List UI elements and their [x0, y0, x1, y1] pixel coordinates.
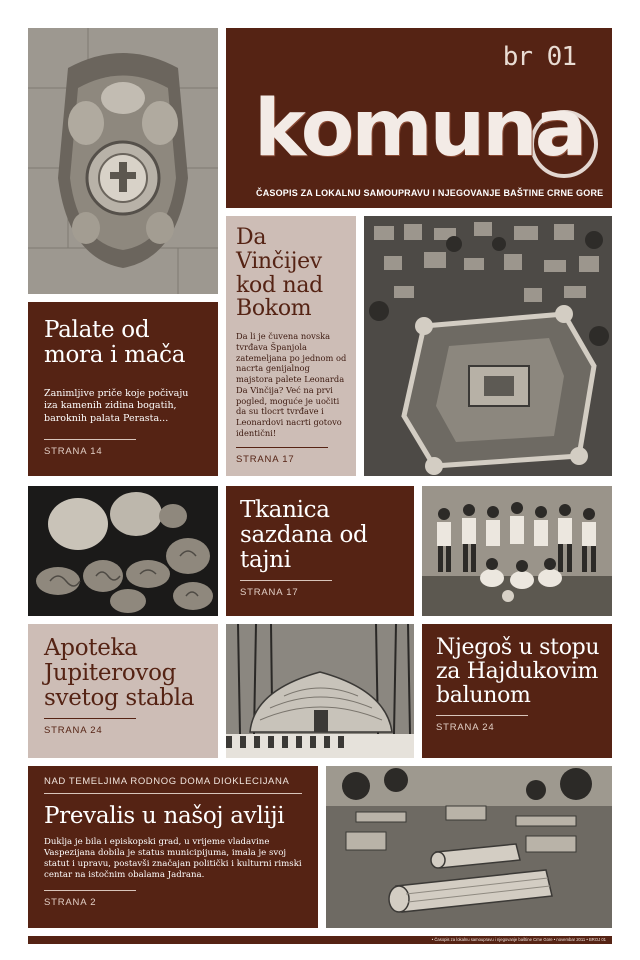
page-reference: STRANA 2	[44, 896, 97, 908]
article-kicker: NAD TEMELJIMA RODNOG DOMA DIOKLECIJANA	[44, 776, 290, 787]
article-title: Da Vinčijev kod nad Bokom	[236, 225, 323, 322]
page-reference: STRANA 24	[436, 722, 495, 734]
divider	[236, 447, 328, 448]
article-title: Apoteka Jupiterovog svetog stabla	[44, 635, 195, 711]
walnuts-photo	[28, 486, 218, 616]
divider	[44, 793, 302, 794]
page-reference: STRANA 24	[44, 725, 103, 737]
article-palate[interactable]	[28, 302, 218, 476]
footer-bar	[28, 936, 612, 944]
article-njegos[interactable]	[422, 624, 612, 758]
article-title: Tkanica sazdana od tajni	[240, 497, 368, 573]
page-reference: STRANA 17	[240, 587, 299, 599]
masthead-tagline: ČASOPIS ZA LOKALNU SAMOUPRAVU I NJEGOVANJE BAŠTINE CRNE GORE	[256, 188, 604, 198]
article-davinci[interactable]	[226, 216, 356, 476]
article-title: Palate od mora i mača	[44, 317, 186, 368]
divider	[240, 580, 332, 581]
article-apoteka[interactable]	[28, 624, 218, 758]
roman-ruins-photo	[326, 766, 612, 928]
issue-number: br 01	[502, 42, 576, 72]
page-reference: STRANA 17	[236, 453, 295, 465]
article-summary: Zanimljive priče koje počivaju iza kamenih zidina bogatih, baroknih palata Perasta...	[44, 387, 189, 424]
article-summary: Da li je čuvena novska tvrđava Španjola zatemeljana po jednom od nacrta genijalnog majstora palete Leonarda Da Vinčija? Već na prvi pogled, moguće je uočiti da su tlocrt tvrđave i Leonardovi nacrti gotovo identični!	[236, 331, 347, 439]
divider	[44, 890, 136, 891]
article-prevalis[interactable]	[28, 766, 318, 928]
coat-of-arms-photo	[28, 28, 218, 294]
round-hut-photo	[226, 624, 414, 758]
fortress-aerial-photo	[364, 216, 612, 476]
footer-text: • Časopis za lokalnu samoupravu i njegovanje baštine Crne Gore • novembar 2011 • BROJ 01	[431, 937, 606, 942]
magazine-logo[interactable]: komuna	[254, 84, 585, 174]
article-title: Njegoš u stopu za Hajdukovim balunom	[436, 635, 600, 708]
divider	[44, 718, 136, 719]
page-reference: STRANA 14	[44, 446, 103, 458]
divider	[44, 439, 136, 440]
article-summary: Duklja je bila i episkopski grad, u vrijeme vladavine Vaspezijana dobila je status municipijuma, imala je svoj statut i upravu, postavši značajan politički i kulturni rimski centar na istočnim obalama Jadrana.	[44, 836, 302, 881]
masthead	[226, 28, 612, 208]
divider	[436, 715, 528, 716]
football-team-photo	[422, 486, 612, 616]
article-title: Prevalis u našoj avliji	[44, 803, 285, 829]
article-tkanica[interactable]	[226, 486, 414, 616]
